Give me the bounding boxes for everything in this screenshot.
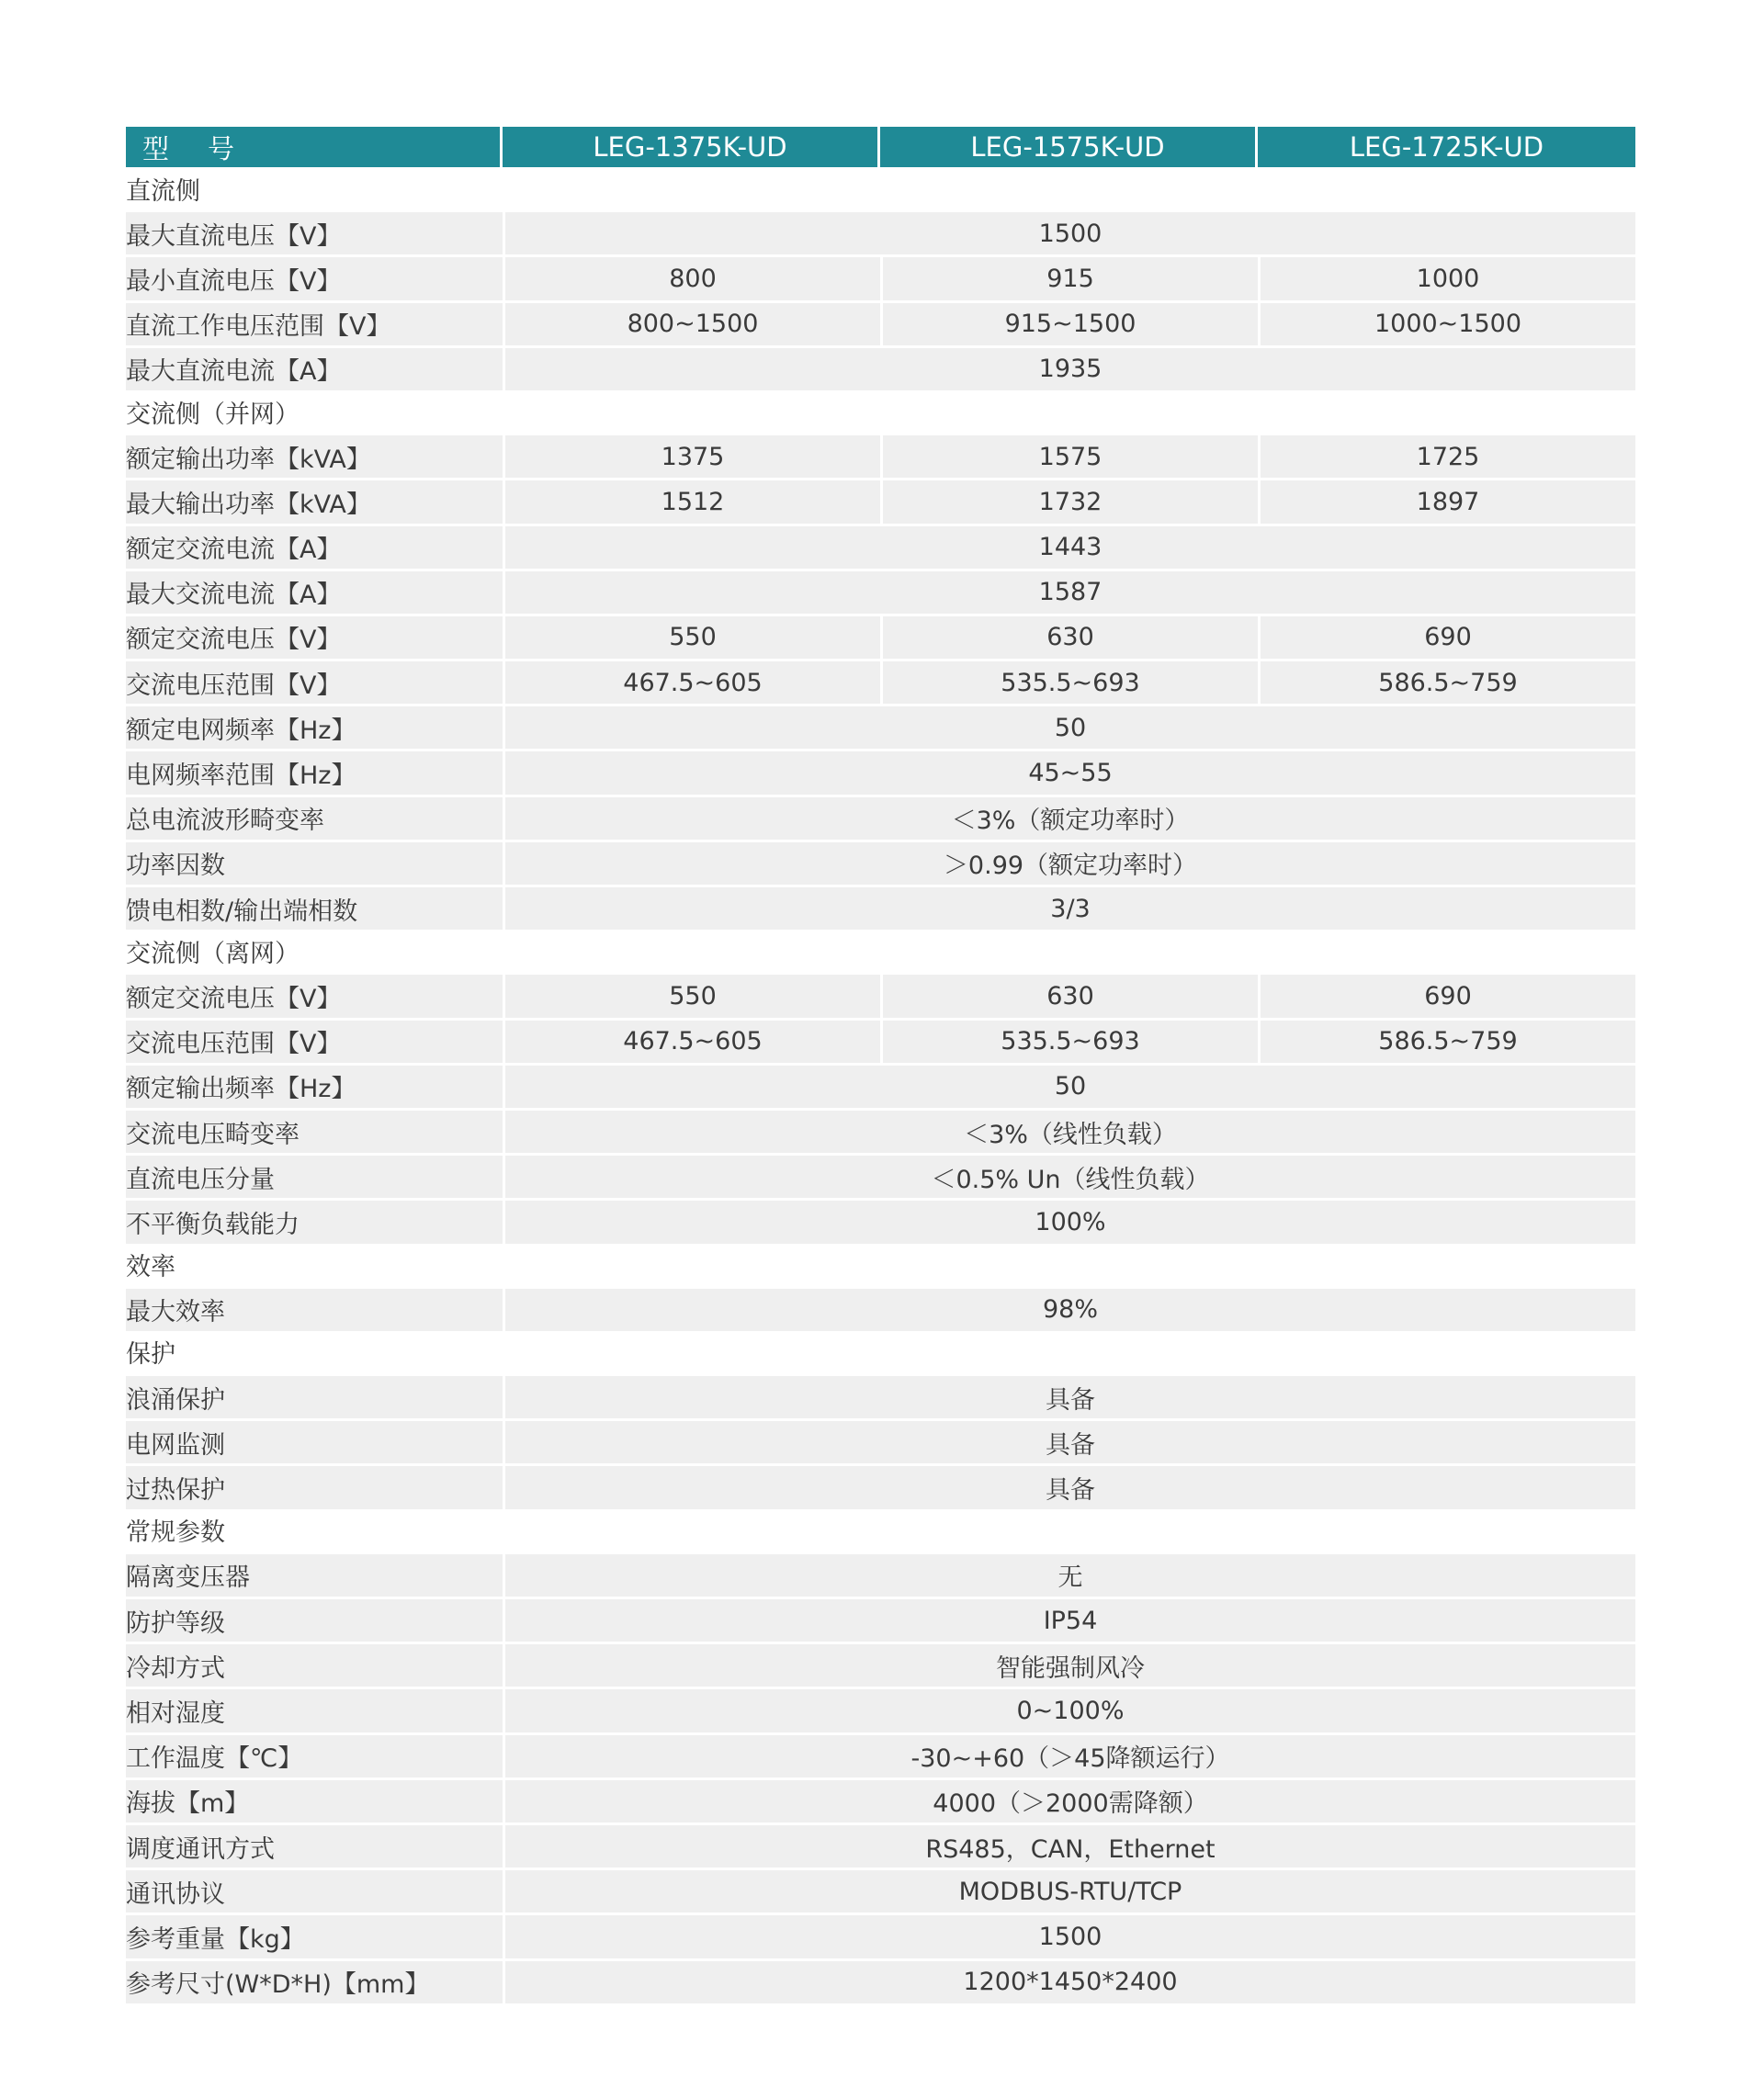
- table-row: [126, 1198, 1635, 1243]
- row-value: ＜3%（额定功率时）: [503, 795, 1635, 840]
- row-value: 1500: [503, 209, 1635, 254]
- table-row: [126, 569, 1635, 614]
- row-value: 630: [880, 972, 1258, 1017]
- row-label: 冷却方式: [126, 1642, 503, 1687]
- table-row: [126, 1642, 1635, 1687]
- row-value: 1512: [503, 478, 880, 523]
- section-title: 保护: [126, 1331, 1635, 1373]
- spec-table: [126, 127, 1635, 2003]
- row-value: 915~1500: [880, 300, 1258, 345]
- row-value: 550: [503, 972, 880, 1017]
- table-row: [126, 254, 1635, 299]
- table-row: [126, 524, 1635, 569]
- table-row: [126, 659, 1635, 704]
- table-row: [126, 885, 1635, 930]
- table-row: [126, 433, 1635, 478]
- row-label: 不平衡负载能力: [126, 1198, 503, 1243]
- row-label: 电网频率范围【Hz】: [126, 749, 503, 794]
- row-label: 直流工作电压范围【V】: [126, 300, 503, 345]
- section-row: [126, 930, 1635, 972]
- row-value: 智能强制风冷: [503, 1642, 1635, 1687]
- section-row: [126, 1331, 1635, 1373]
- row-label: 最大效率: [126, 1286, 503, 1331]
- row-value: 690: [1258, 614, 1635, 659]
- table-row: [126, 1373, 1635, 1418]
- table-row: [126, 345, 1635, 390]
- row-value: 100%: [503, 1198, 1635, 1243]
- row-label: 参考尺寸(W*D*H)【mm】: [126, 1958, 503, 2003]
- section-title: 效率: [126, 1244, 1635, 1286]
- table-row: [126, 704, 1635, 749]
- model-name: LEG-1575K-UD: [880, 127, 1258, 167]
- row-value: 800: [503, 254, 880, 299]
- row-label: 功率因数: [126, 840, 503, 885]
- table-row: [126, 1153, 1635, 1198]
- row-value: 1897: [1258, 478, 1635, 523]
- row-value: IP54: [503, 1597, 1635, 1642]
- row-label: 参考重量【kg】: [126, 1913, 503, 1958]
- table-row: [126, 478, 1635, 523]
- row-value: 1443: [503, 524, 1635, 569]
- table-row: [126, 1913, 1635, 1958]
- table-row: [126, 1552, 1635, 1597]
- row-value: 586.5~759: [1258, 1018, 1635, 1063]
- row-value: 具备: [503, 1463, 1635, 1508]
- row-value: -30~+60（＞45降额运行）: [503, 1732, 1635, 1777]
- table-row: [126, 1063, 1635, 1108]
- row-label: 防护等级: [126, 1597, 503, 1642]
- row-label: 最大直流电压【V】: [126, 209, 503, 254]
- row-value: 550: [503, 614, 880, 659]
- row-value: 无: [503, 1552, 1635, 1597]
- row-label: 交流电压畸变率: [126, 1108, 503, 1153]
- table-row: [126, 749, 1635, 794]
- row-value: ＞0.99（额定功率时）: [503, 840, 1635, 885]
- row-value: 0~100%: [503, 1687, 1635, 1732]
- table-row: [126, 840, 1635, 885]
- row-label: 额定电网频率【Hz】: [126, 704, 503, 749]
- table-row: [126, 209, 1635, 254]
- row-label: 电网监测: [126, 1418, 503, 1463]
- table-row: [126, 1958, 1635, 2003]
- table-row: [126, 1108, 1635, 1153]
- row-value: MODBUS-RTU/TCP: [503, 1868, 1635, 1913]
- row-value: 630: [880, 614, 1258, 659]
- row-value: 具备: [503, 1418, 1635, 1463]
- row-value: 1000~1500: [1258, 300, 1635, 345]
- section-title: 直流侧: [126, 167, 1635, 209]
- row-value: 1575: [880, 433, 1258, 478]
- table-row: [126, 972, 1635, 1017]
- table-row: [126, 1597, 1635, 1642]
- row-value: 具备: [503, 1373, 1635, 1418]
- row-value: 1732: [880, 478, 1258, 523]
- table-row: [126, 1687, 1635, 1732]
- row-label: 海拔【m】: [126, 1777, 503, 1823]
- row-label: 交流电压范围【V】: [126, 1018, 503, 1063]
- row-value: 915: [880, 254, 1258, 299]
- row-value: 467.5~605: [503, 1018, 880, 1063]
- table-row: [126, 1463, 1635, 1508]
- row-label: 额定交流电压【V】: [126, 614, 503, 659]
- row-label: 相对湿度: [126, 1687, 503, 1732]
- table-row: [126, 1732, 1635, 1777]
- row-label: 额定输出功率【kVA】: [126, 433, 503, 478]
- row-value: RS485，CAN，Ethernet: [503, 1823, 1635, 1868]
- row-value: 1725: [1258, 433, 1635, 478]
- section-title: 常规参数: [126, 1509, 1635, 1552]
- row-label: 隔离变压器: [126, 1552, 503, 1597]
- row-value: 3/3: [503, 885, 1635, 930]
- table-row: [126, 300, 1635, 345]
- row-value: 1375: [503, 433, 880, 478]
- row-label: 馈电相数/输出端相数: [126, 885, 503, 930]
- row-value: 800~1500: [503, 300, 880, 345]
- row-label: 最大输出功率【kVA】: [126, 478, 503, 523]
- row-value: ＜3%（线性负载）: [503, 1108, 1635, 1153]
- row-value: 1500: [503, 1913, 1635, 1958]
- row-value: 50: [503, 704, 1635, 749]
- row-label: 交流电压范围【V】: [126, 659, 503, 704]
- model-column-label: 型号: [126, 127, 503, 167]
- table-row: [126, 614, 1635, 659]
- table-row: [126, 1868, 1635, 1913]
- row-label: 额定交流电压【V】: [126, 972, 503, 1017]
- row-value: 1587: [503, 569, 1635, 614]
- section-row: [126, 1244, 1635, 1286]
- row-label: 浪涌保护: [126, 1373, 503, 1418]
- row-value: 535.5~693: [880, 1018, 1258, 1063]
- model-name: LEG-1725K-UD: [1258, 127, 1635, 167]
- row-label: 总电流波形畸变率: [126, 795, 503, 840]
- row-value: 690: [1258, 972, 1635, 1017]
- model-name: LEG-1375K-UD: [503, 127, 880, 167]
- row-value: 535.5~693: [880, 659, 1258, 704]
- row-value: 98%: [503, 1286, 1635, 1331]
- table-header: [126, 127, 1635, 167]
- section-row: [126, 390, 1635, 433]
- table-row: [126, 795, 1635, 840]
- row-value: 50: [503, 1063, 1635, 1108]
- row-label: 额定输出频率【Hz】: [126, 1063, 503, 1108]
- row-value: 467.5~605: [503, 659, 880, 704]
- section-title: 交流侧（离网）: [126, 930, 1635, 972]
- section-row: [126, 1509, 1635, 1552]
- row-label: 过热保护: [126, 1463, 503, 1508]
- table-row: [126, 1418, 1635, 1463]
- row-value: 4000（＞2000需降额）: [503, 1777, 1635, 1823]
- section-row: [126, 167, 1635, 209]
- row-label: 通讯协议: [126, 1868, 503, 1913]
- row-value: 586.5~759: [1258, 659, 1635, 704]
- row-label: 工作温度【℃】: [126, 1732, 503, 1777]
- table-row: [126, 1018, 1635, 1063]
- row-label: 最大交流电流【A】: [126, 569, 503, 614]
- row-value: 45~55: [503, 749, 1635, 794]
- row-label: 额定交流电流【A】: [126, 524, 503, 569]
- row-value: 1935: [503, 345, 1635, 390]
- table-body: [126, 167, 1635, 2003]
- row-label: 最大直流电流【A】: [126, 345, 503, 390]
- table-row: [126, 1823, 1635, 1868]
- row-value: ＜0.5% Un（线性负载）: [503, 1153, 1635, 1198]
- table-row: [126, 1777, 1635, 1823]
- table-row: [126, 1286, 1635, 1331]
- header-row: [126, 127, 1635, 167]
- row-value: 1000: [1258, 254, 1635, 299]
- row-label: 调度通讯方式: [126, 1823, 503, 1868]
- row-label: 最小直流电压【V】: [126, 254, 503, 299]
- row-label: 直流电压分量: [126, 1153, 503, 1198]
- section-title: 交流侧（并网）: [126, 390, 1635, 433]
- row-value: 1200*1450*2400: [503, 1958, 1635, 2003]
